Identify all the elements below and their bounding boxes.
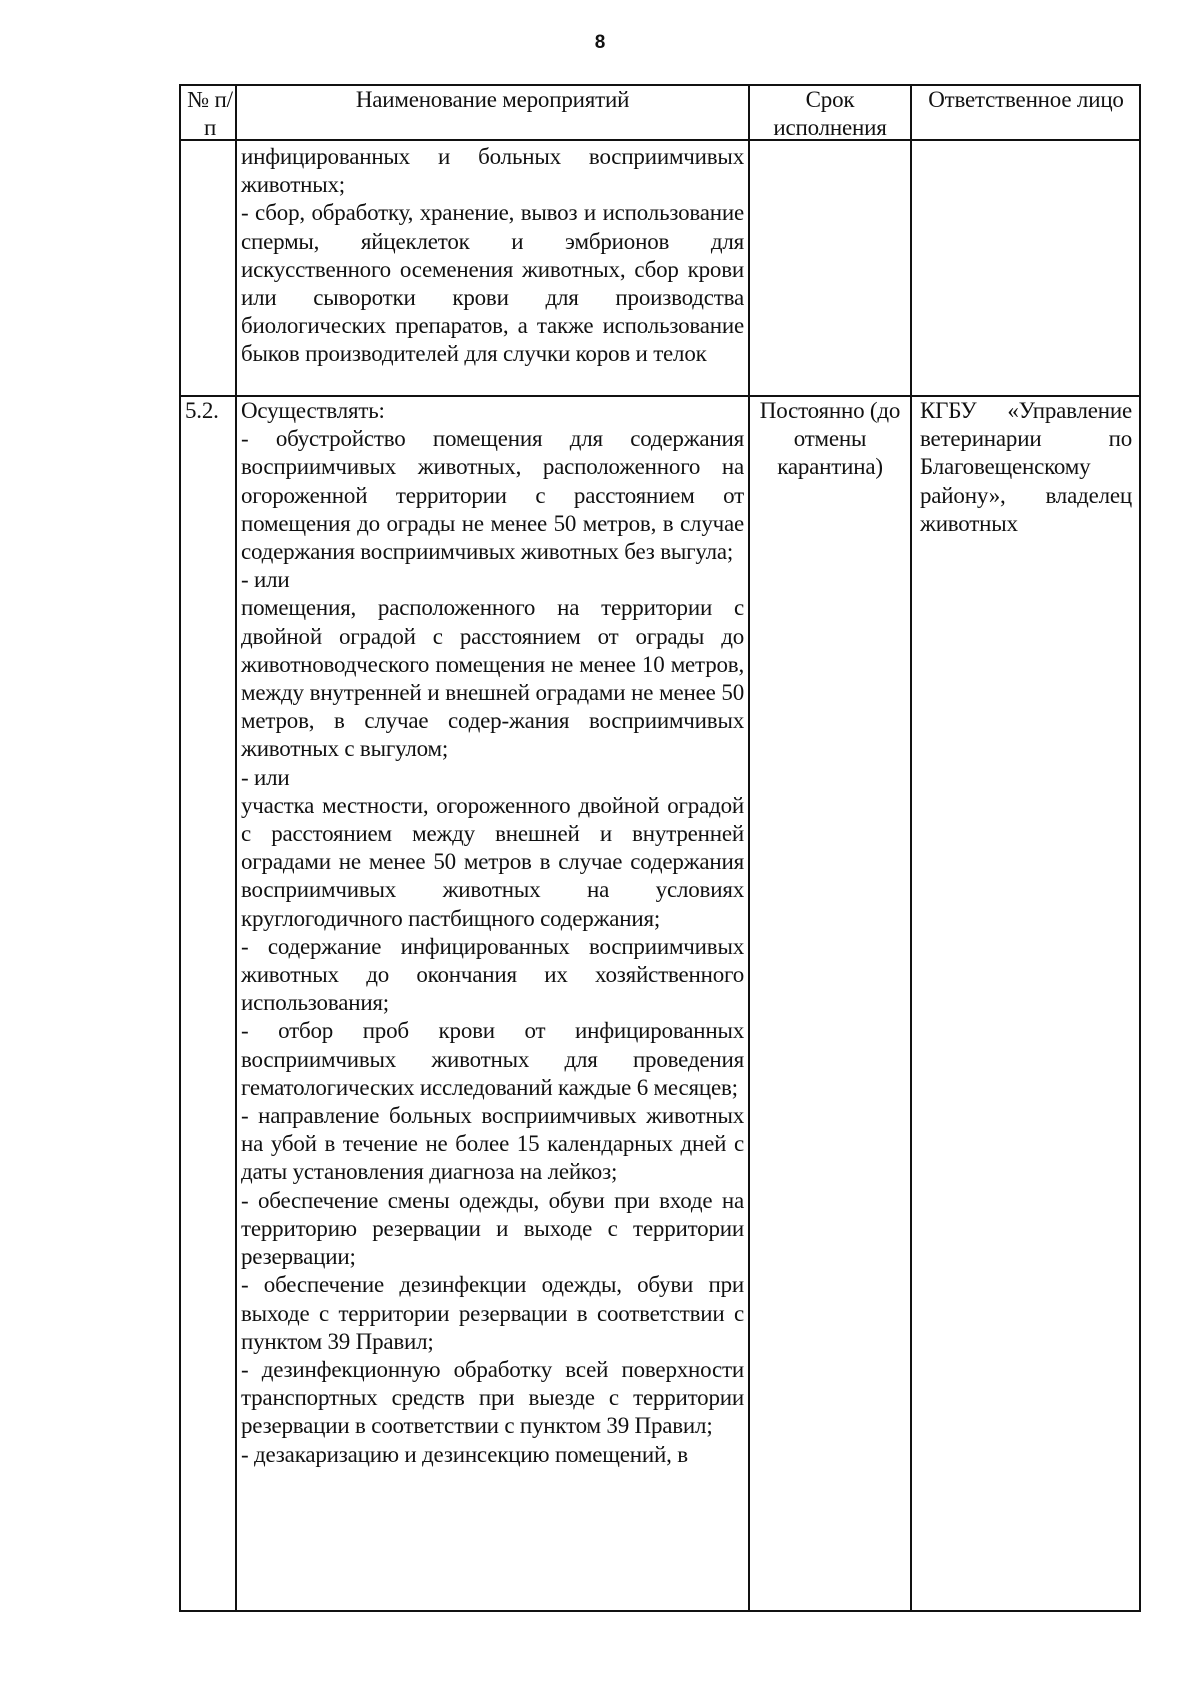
row-1-name: инфицированных и больных восприимчивых животных; - сбор, обработку, хранение, вывоз и использование спермы, яйцеклеток и эмбрионов для искусственного осеменения животных, сбор крови или сыворотки крови для производства биологических препаратов, а также использование быков производителей для случки коров и телок — [241, 144, 744, 367]
header-term: Срок исполнения — [773, 87, 887, 141]
column-divider — [748, 84, 750, 1612]
row-2-term: Постоянно (до отмены карантина) — [759, 398, 901, 480]
row-2-name: Осуществлять: - обустройство помещения для содержания восприимчивых животных, расположенного на огороженной территории с расстоянием от помещения до ограды не менее 50 метров, в случае содержания восприимчивых животных без выгула; - или помещения, расположенного на территории с двойной оградой с расстоянием от ограды до животноводческого помещения не менее 10 метров, между внутренней и внешней оградами не менее 50 метров, в случае содер-жания восприимчивых животных с выгулом; - или участка местности, огороженного двойной оградой с расстоянием между внешней и внутренней оградами не менее 50 метров в случае содержания восприимчивых животных на условиях круглогодичного пастбищного содержания; - содержание инфицированных восприимчивых животных до окончания их хозяйственного использования; - отбор проб крови от инфицированных восприимчивых животных для проведения гематологических исследований каждые 6 месяцев; - направление больных восприимчивых животных на убой в течение не более 15 календарных дней с даты установления диагноза на лейкоз; - обеспечение смены одежды, обуви при входе на территорию резервации и выходе с территории резервации; - обеспечение дезинфекции одежды, обуви при выходе с территории резервации в соответствии с пунктом 39 Правил; - дезинфекционную обработку всей поверхности транспортных средств при выезде с территории резервации в соответствии с пунктом 39 Правил; - дезакаризацию и дезинсекцию помещений, в — [241, 398, 744, 1467]
header-num: № п/п — [187, 87, 233, 141]
row-2-num: 5.2. — [185, 398, 219, 423]
page-number: 8 — [594, 32, 606, 53]
column-divider — [235, 84, 237, 1612]
header-name: Наименование мероприятий — [355, 87, 630, 112]
header-responsible: Ответственное лицо — [928, 87, 1124, 112]
column-divider — [910, 84, 912, 1612]
header-divider — [179, 139, 1141, 141]
row-2-responsible: КГБУ «Управление ветеринарии по Благовещенскому району», владелец животных — [920, 398, 1132, 536]
